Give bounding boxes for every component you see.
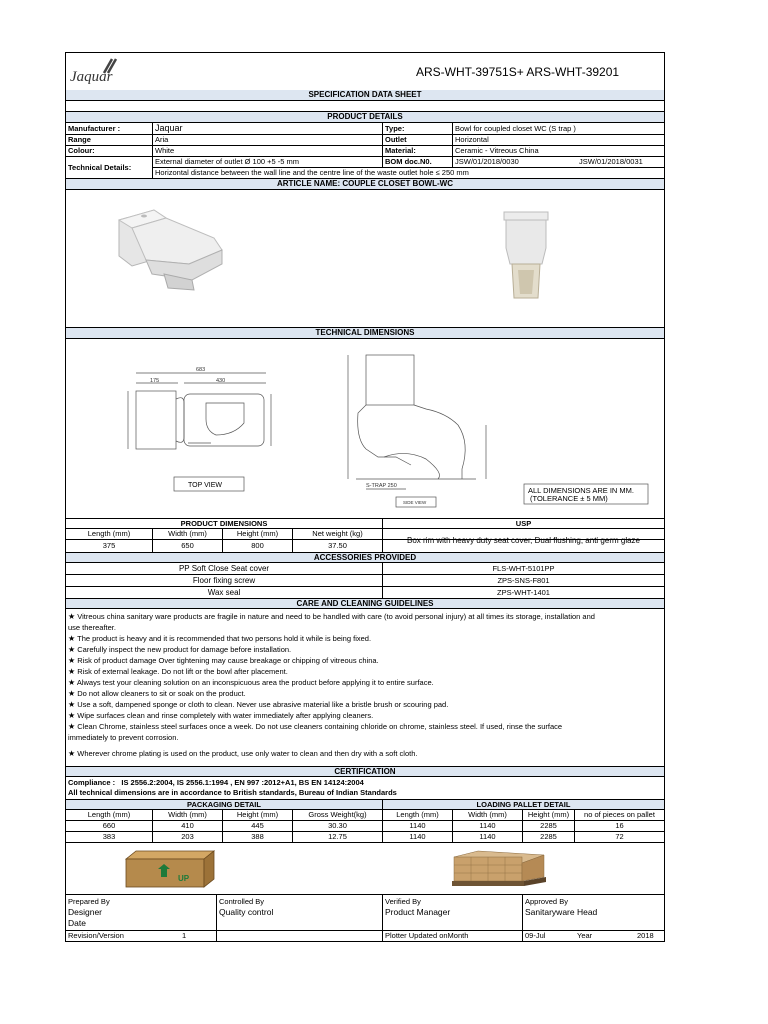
accessory-name: Wax seal [66, 587, 383, 598]
packaging-header-row [66, 810, 664, 821]
packaging-titles [66, 800, 664, 810]
star-icon: ★ [68, 667, 76, 676]
usp-text: Box rim with heavy duty seat cover, Dual flushing, anti germ glaze [383, 529, 664, 553]
dims-usp-header [66, 519, 664, 529]
pack-header: Length (mm) [66, 810, 153, 820]
dim-bowl: 430 [216, 378, 226, 384]
compliance-value: IS 2556.2:2004, IS 2556.1:1994 , EN 997 :2012+A1, BS EN 14124:2004 [121, 778, 364, 787]
pallet-cell: 1140 [453, 832, 523, 842]
pack-header: Gross Weight(kg) [293, 810, 383, 820]
star-icon: ★ [68, 612, 76, 621]
care-item: ★ The product is heavy and it is recommended that two persons hold it while is being fixed. [68, 634, 372, 643]
pallet-cell: 1140 [383, 832, 453, 842]
svg-text:UP: UP [178, 874, 190, 883]
certification-title: CERTIFICATION [66, 767, 664, 777]
carton-box-icon [122, 849, 218, 889]
controlled-role: Quality control [219, 907, 274, 917]
accessory-row [66, 563, 664, 575]
approved-label: Approved By [525, 897, 568, 906]
star-icon: ★ [68, 700, 76, 709]
details-row-1 [66, 123, 664, 135]
revision-row [66, 931, 664, 942]
packaging-title: PACKAGING DETAIL [66, 800, 383, 809]
care-guidelines [66, 609, 664, 767]
technical-drawing-row [66, 339, 664, 519]
pallet-stack-icon [448, 849, 548, 889]
spacer-row [66, 101, 664, 112]
standards-note: All technical dimensions are in accordance to British standards, Bureau of Indian Standards [68, 788, 397, 797]
approved-block [523, 895, 664, 930]
pack-cell: 388 [223, 832, 293, 842]
type-value: Bowl for coupled closet WC (S trap ) [455, 124, 576, 133]
product-images-row [66, 190, 664, 328]
colour-label: Colour: [66, 146, 153, 156]
pack-cell: 445 [223, 821, 293, 831]
accessories-title: ACCESSORIES PROVIDED [66, 553, 664, 563]
dim-tank: 175 [150, 378, 160, 384]
accessory-code: FLS-WHT-5101PP [492, 564, 555, 573]
pack-header: Height (mm) [223, 810, 293, 820]
pallet-title: LOADING PALLET DETAIL [383, 800, 664, 809]
prepared-label: Prepared By [68, 897, 110, 906]
controlled-block [217, 895, 383, 930]
pack-cell: 660 [66, 821, 153, 831]
dims-header-width: Width (mm) [153, 529, 223, 539]
star-icon: ★ [68, 711, 76, 720]
product-photo-angle [114, 208, 229, 293]
spec-sheet-title: SPECIFICATION DATA SHEET [66, 90, 664, 101]
care-item: ★ Risk of product damage Over tightening may cause breakage or chipping of vitreous china. [68, 656, 379, 665]
pallet-header: no of pieces on pallet [584, 810, 655, 819]
side-view-label: SIDE VIEW [403, 500, 427, 505]
material-label: Material: [383, 146, 453, 156]
accessory-row [66, 587, 664, 599]
certification-block [66, 777, 664, 800]
details-row-3 [66, 146, 664, 157]
product-photo-front [496, 208, 556, 308]
dims-header-weight: Net weight (kg) [293, 529, 383, 539]
pallet-header: Height (mm) [523, 810, 575, 820]
accessory-name: PP Soft Close Seat cover [66, 563, 383, 574]
year-label: Year [577, 931, 593, 940]
product-details-title: PRODUCT DETAILS [66, 112, 664, 123]
star-icon: ★ [68, 678, 76, 687]
pack-cell: 410 [153, 821, 223, 831]
care-list [66, 611, 595, 759]
care-item: ★ Always test your cleaning solution on an inconspicuous area the product before applying it to entire surface. [68, 678, 434, 687]
tech-label: Technical Details: [66, 157, 153, 178]
controlled-label: Controlled By [219, 897, 265, 906]
star-icon: ★ [68, 689, 76, 698]
bom-label: BOM doc.N0. [383, 157, 453, 167]
care-item: ★ Wipe surfaces clean and rinse completely with water immediately after applying cleaners. [68, 711, 374, 720]
pack-cell: 203 [153, 832, 223, 842]
top-view-label: TOP VIEW [188, 482, 222, 489]
logo-text: Jaquar [70, 69, 113, 85]
dims-header-height: Height (mm) [223, 529, 293, 539]
technical-drawing [66, 339, 664, 517]
dims-value-weight: 37.50 [293, 540, 383, 552]
compliance-label: Compliance : [68, 778, 116, 787]
packaging-row [66, 821, 664, 832]
outlet-label: Outlet [383, 135, 453, 145]
pack-cell: 12.75 [293, 832, 383, 842]
packaging-images-row [66, 843, 664, 895]
dims-value-length: 375 [66, 540, 153, 552]
manufacturer-label: Manufacturer : [66, 123, 153, 134]
date-label: Date [68, 918, 86, 928]
plotter-label: Plotter Updated onMonth [383, 931, 523, 942]
care-item: ★ Clean Chrome, stainless steel surfaces once a week. Do not use cleaners containing chloride on chrome, stainless steel. If used, rinse the surface [68, 722, 563, 731]
bom-value-2: JSW/01/2018/0031 [579, 157, 643, 166]
usp-title: USP [515, 519, 532, 528]
range-label: Range [66, 135, 153, 145]
pack-cell: 383 [66, 832, 153, 842]
approved-role: Sanitaryware Head [525, 907, 598, 917]
dims-value-row [66, 540, 383, 553]
spec-sheet [65, 52, 665, 942]
colour-value: White [153, 146, 383, 156]
range-value: Aria [153, 135, 383, 145]
accessory-row [66, 575, 664, 587]
revision-block [66, 931, 217, 942]
pallet-cell: 16 [615, 821, 624, 830]
manufacturer-value: Jaquar [153, 123, 383, 134]
pallet-header: Width (mm) [453, 810, 523, 820]
prepared-role: Designer [68, 907, 103, 917]
prepared-block [66, 895, 217, 930]
care-item: ★ Risk of external leakage. Do not lift or the bowl after placement. [68, 667, 288, 676]
pallet-header: Length (mm) [383, 810, 453, 820]
pallet-cell: 72 [615, 832, 624, 841]
care-item: ★ Vitreous china sanitary ware products are fragile in nature and need to be handled with care (to avoid personal injury) at all times its storage, installation and [68, 612, 595, 621]
care-item: ★ Wherever chrome plating is used on the product, use only water to clean and then dry with a soft cloth. [68, 749, 418, 758]
verified-role: Product Manager [385, 907, 451, 917]
dim-overall: 683 [196, 367, 206, 373]
star-icon: ★ [68, 634, 76, 643]
accessory-code: ZPS-SNS-F801 [497, 576, 550, 585]
star-icon: ★ [68, 722, 76, 731]
model-code: ARS-WHT-39751S+ ARS-WHT-39201 [416, 65, 620, 79]
dims-value-height: 800 [223, 540, 293, 552]
dims-value-width: 650 [153, 540, 223, 552]
header-row [66, 53, 664, 91]
star-icon: ★ [68, 749, 76, 758]
verified-block [383, 895, 523, 930]
pallet-cell: 1140 [453, 821, 523, 831]
material-value: Ceramic - Vitreous China [455, 146, 539, 155]
revision-label: Revision/Version [68, 931, 124, 940]
verified-label: Verified By [385, 897, 421, 906]
compliance-line [68, 778, 364, 788]
accessory-code: ZPS-WHT-1401 [497, 588, 550, 597]
article-name: ARTICLE NAME: COUPLE CLOSET BOWL-WC [66, 179, 664, 190]
care-item: ★ Carefully inspect the new product for damage before installation. [68, 645, 292, 654]
star-icon: ★ [68, 645, 76, 654]
details-row-4 [66, 157, 664, 179]
pack-header: Width (mm) [153, 810, 223, 820]
care-title: CARE AND CLEANING GUIDELINES [66, 599, 664, 609]
dimension-note-2: (TOLERANCE ± 5 MM) [530, 494, 608, 503]
revision-blank [217, 931, 383, 942]
care-item: ★ Use a soft, dampened sponge or cloth to clean. Never use abrasive material like a bristle brush or scouring pad. [68, 700, 449, 709]
tech-line-1: External diameter of outlet Ø 100 +5 -5 mm [153, 157, 383, 167]
star-icon: ★ [68, 656, 76, 665]
signature-row [66, 895, 664, 931]
pack-cell: 30.30 [293, 821, 383, 831]
pallet-cell: 2285 [523, 821, 575, 831]
care-item: use thereafter. [68, 623, 116, 632]
dim-trap: S-TRAP 250 [366, 483, 397, 489]
care-item: immediately to prevent corrosion. [68, 733, 179, 742]
outlet-value: Horizontal [455, 135, 489, 144]
tech-line-2: Horizontal distance between the wall line and the centre line of the waste outlet hole ≤ 250 mm [155, 168, 469, 177]
details-row-2 [66, 135, 664, 146]
type-label: Type: [383, 123, 453, 134]
product-dimensions-title: PRODUCT DIMENSIONS [66, 519, 383, 528]
pallet-cell: 2285 [523, 832, 575, 842]
care-item: ★ Do not allow cleaners to sit or soak on the product. [68, 689, 246, 698]
bom-value-1: JSW/01/2018/0030 [455, 157, 519, 166]
accessory-name: Floor fixing screw [66, 575, 383, 586]
plotter-date: 09-Jul [525, 931, 546, 940]
technical-dimensions-title: TECHNICAL DIMENSIONS [66, 328, 664, 339]
packaging-row [66, 832, 664, 843]
plotter-date-block [523, 931, 664, 942]
dims-header-length: Length (mm) [66, 529, 153, 539]
dimension-note-1: ALL DIMENSIONS ARE IN MM. [528, 486, 634, 495]
pallet-cell: 1140 [383, 821, 453, 831]
revision-value: 1 [182, 931, 187, 940]
year-value: 2018 [637, 931, 654, 940]
